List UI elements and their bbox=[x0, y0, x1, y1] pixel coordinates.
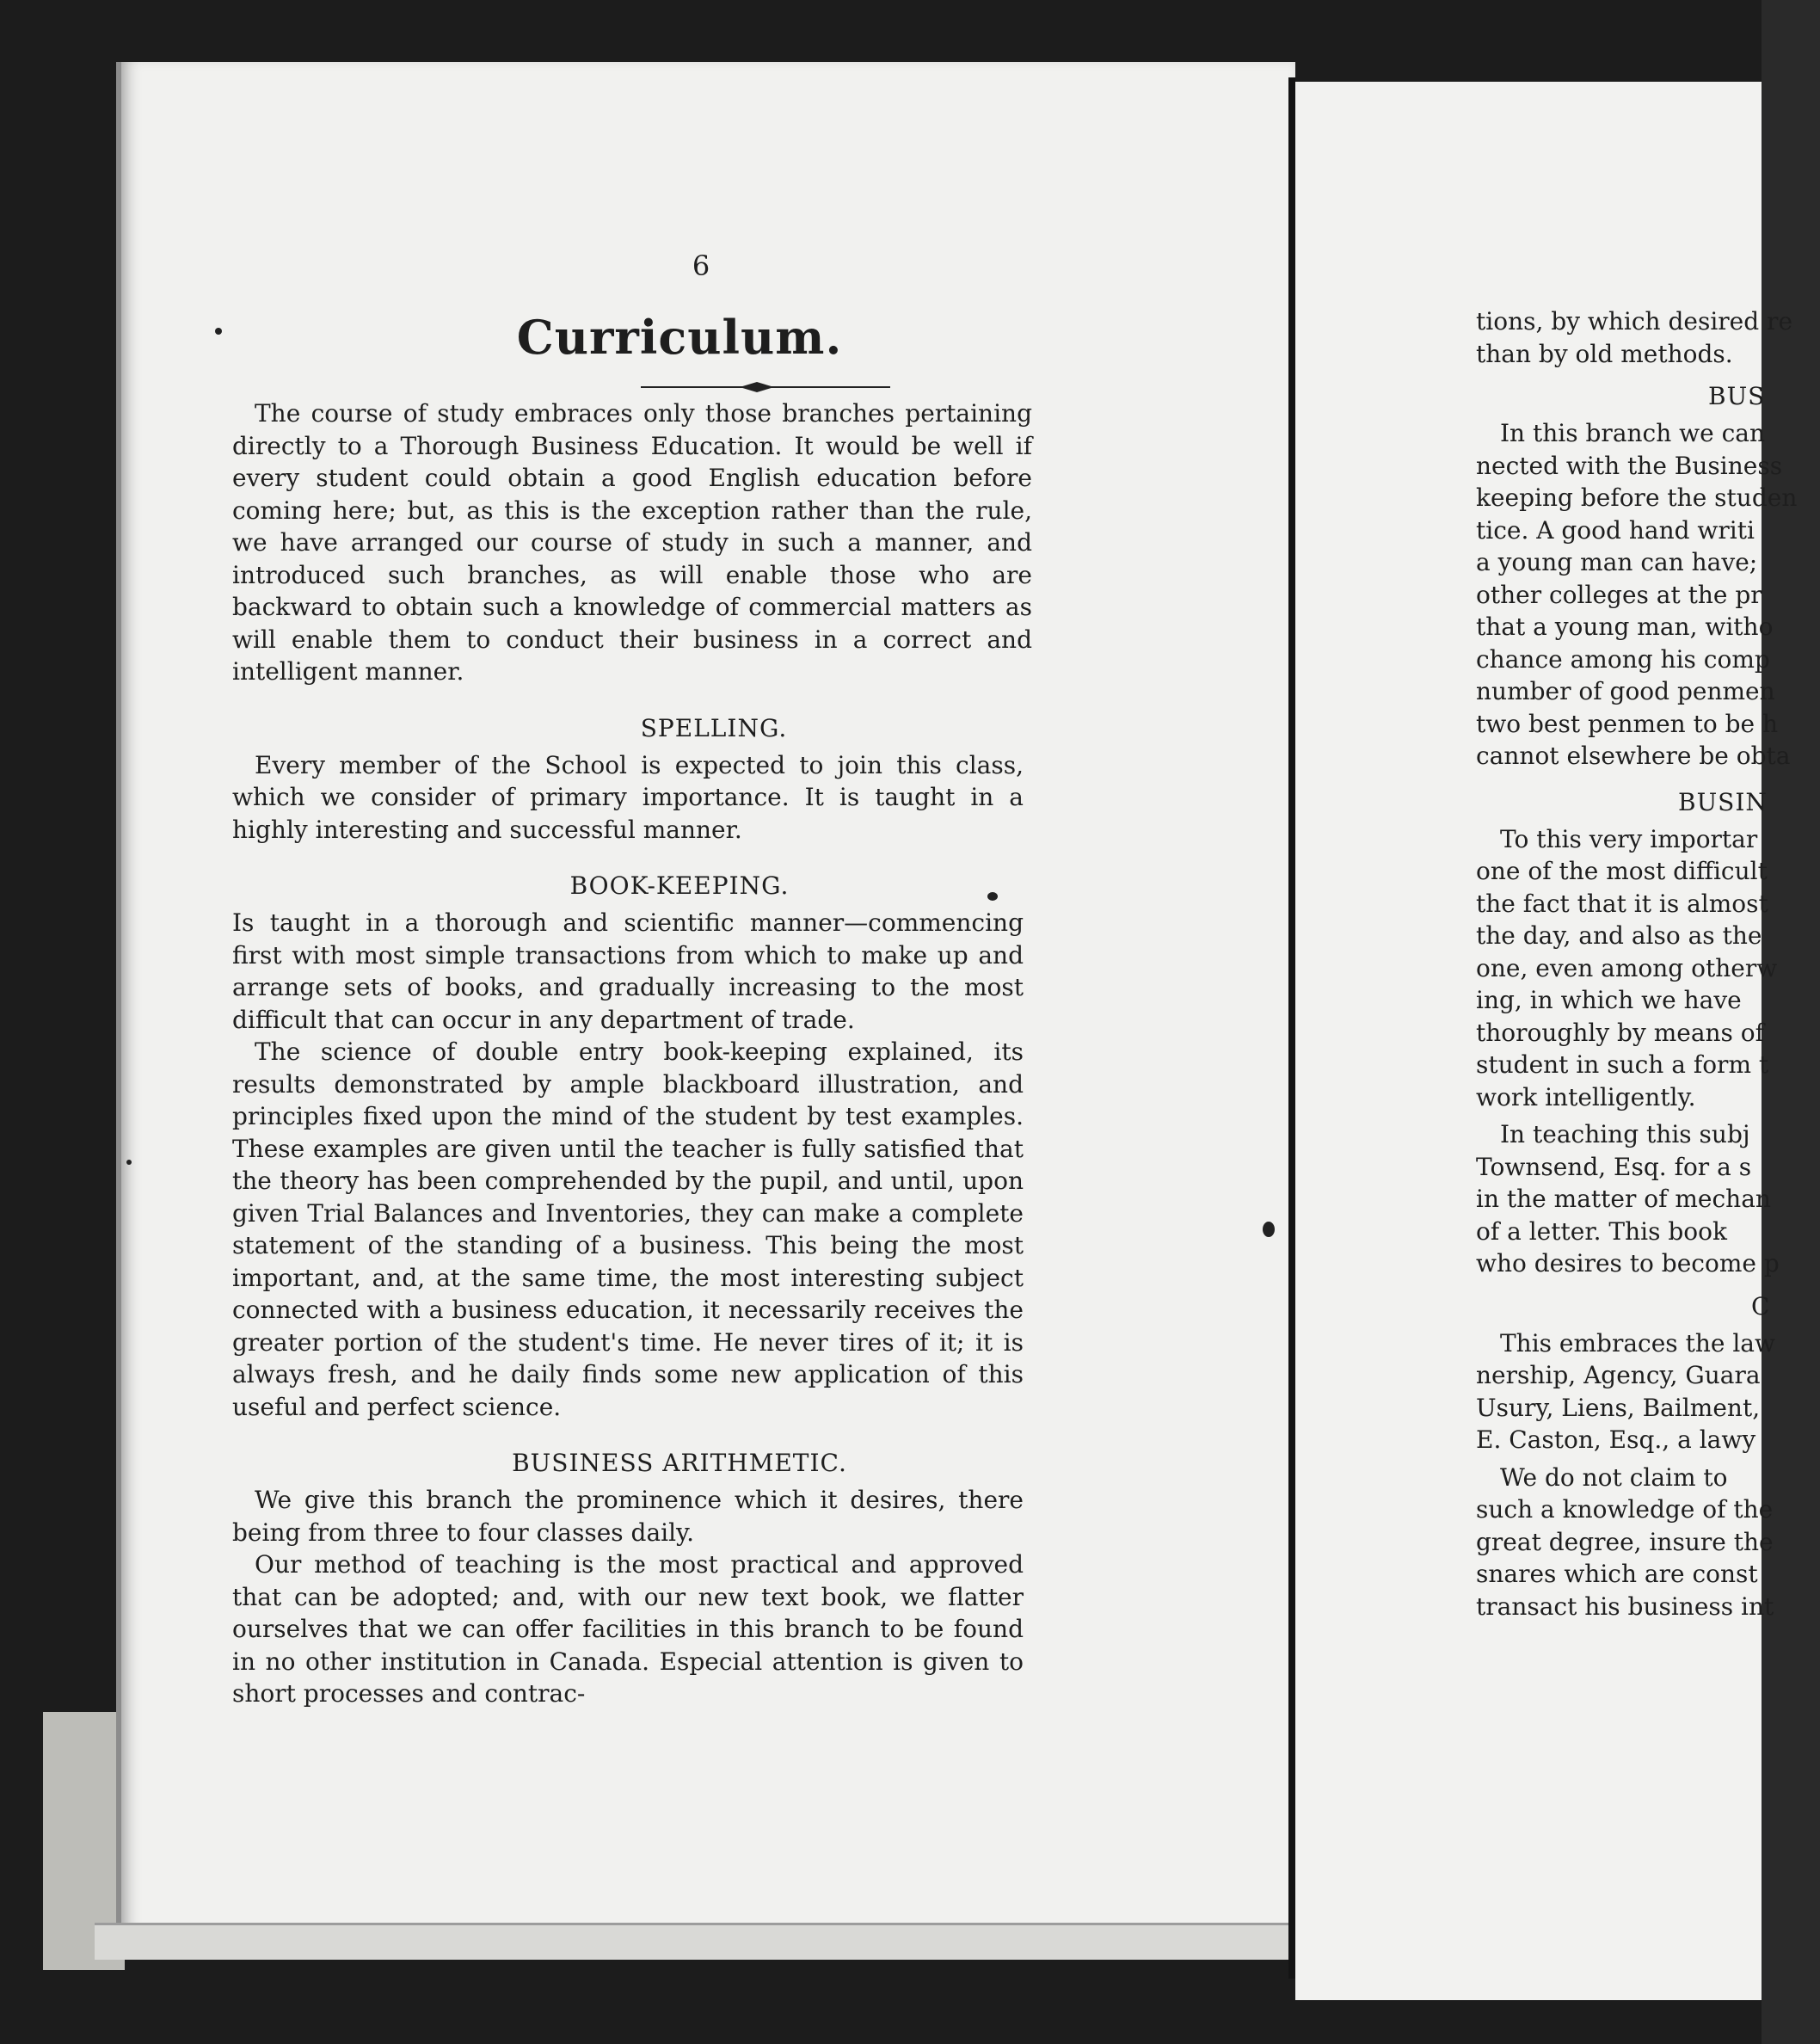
heading-bookkeeping: BOOK-KEEPING. bbox=[569, 871, 790, 900]
right-line: chance among his comp bbox=[1476, 644, 1770, 674]
right-line: of a letter. This book bbox=[1476, 1216, 1727, 1246]
page-number: 6 bbox=[692, 249, 710, 282]
right-line: other colleges at the pr bbox=[1476, 580, 1762, 609]
right-line: We do not claim to bbox=[1500, 1462, 1728, 1492]
right-line: one of the most difficult bbox=[1476, 857, 1768, 885]
right-line: This embraces the law bbox=[1500, 1328, 1775, 1358]
right-line: E. Caston, Esq., a lawy bbox=[1476, 1425, 1756, 1454]
right-line: such a knowledge of the bbox=[1476, 1495, 1774, 1524]
right-line: In teaching this subj bbox=[1500, 1120, 1750, 1148]
right-line: tice. A good hand writi bbox=[1476, 515, 1755, 545]
ink-speck bbox=[987, 892, 998, 901]
right-line: Usury, Liens, Bailment, bbox=[1476, 1393, 1761, 1422]
right-line: ing, in which we have bbox=[1476, 986, 1742, 1014]
right-line: who desires to become p bbox=[1476, 1249, 1780, 1278]
right-line: in the matter of mechan bbox=[1476, 1185, 1771, 1213]
right-line: two best penmen to be h bbox=[1476, 709, 1779, 738]
right-page bbox=[1295, 82, 1798, 2000]
right-line: the day, and also as the bbox=[1476, 921, 1762, 950]
arithmetic-paragraph-2: Our method of teaching is the most practical and approved that can be adopted; and, with our new text book, we flatter ourselves that we can offer facilities in this branch to be found in no other institution in Canada. Especial attention is given to short processes and contrac- bbox=[232, 1550, 1024, 1708]
right-line: cannot elsewhere be obta bbox=[1476, 742, 1791, 770]
right-line: one, even among otherw bbox=[1476, 953, 1778, 982]
ink-speck bbox=[126, 1160, 132, 1165]
right-line: nected with the Business bbox=[1476, 451, 1783, 480]
bookkeeping-paragraph-1: Is taught in a thorough and scientific manner—commencing first with most simple transactions from which to make up and arrange sets of books, and gradually increasing to the most difficult that can occur in any department of trade. bbox=[232, 908, 1024, 1034]
right-line: In this branch we can bbox=[1500, 419, 1765, 447]
title-ornament bbox=[237, 377, 1114, 397]
heading-arithmetic: BUSINESS ARITHMETIC. bbox=[512, 1449, 847, 1477]
spelling-paragraph: Every member of the School is expected to join this class, which we consider of primary importance. It is taught in a highly interesting and successful manner. bbox=[232, 750, 1024, 844]
right-line: keeping before the studen bbox=[1476, 483, 1798, 512]
heading-spelling: SPELLING. bbox=[640, 713, 788, 742]
right-line: work intelligently. bbox=[1476, 1082, 1696, 1111]
book-gutter bbox=[1288, 77, 1295, 1979]
bookkeeping-paragraph-2: The science of double entry book-keeping explained, its results demonstrated by ample blackboard illustration, and principles fixed upon the mind of the student by test examples. These examples are given until the teacher is fully satisfied that the theory has been comprehended by the pupil, and until, upon given Trial Balances and Inventories, they can make a complete statement of the standing of a business. This being the most important, and, at the same time, the most interesting subject connected with a business education, it necessarily receives the greater portion of the student's time. He never tires of it; it is always fresh, and he daily finds some new application of this useful and perfect science. bbox=[232, 1037, 1024, 1421]
right-line: student in such a form t bbox=[1476, 1050, 1769, 1079]
right-line: the fact that it is almost bbox=[1476, 889, 1768, 918]
ink-speck bbox=[1263, 1222, 1275, 1237]
right-page-content bbox=[1476, 305, 1820, 1622]
right-line: great degree, insure the bbox=[1476, 1527, 1774, 1556]
right-heading: BUSIN bbox=[1678, 787, 1768, 816]
right-line: that a young man, witho bbox=[1476, 613, 1774, 641]
right-line: than by old methods. bbox=[1476, 339, 1733, 368]
right-line: number of good penmen bbox=[1476, 677, 1775, 705]
right-heading: BUS bbox=[1708, 382, 1766, 410]
ink-speck bbox=[215, 328, 222, 335]
right-line: transact his business int bbox=[1476, 1591, 1774, 1621]
page-title: Curriculum. bbox=[516, 310, 843, 365]
arithmetic-paragraph-1: We give this branch the prominence which it desires, there being from three to four classes daily. bbox=[232, 1486, 1024, 1547]
left-page-content bbox=[232, 249, 1161, 1710]
right-line: a young man can have; bbox=[1476, 548, 1758, 576]
right-line: Townsend, Esq. for a s bbox=[1476, 1152, 1752, 1181]
right-line: nership, Agency, Guara bbox=[1476, 1361, 1761, 1389]
right-line: snares which are const bbox=[1476, 1560, 1758, 1588]
right-line: thoroughly by means of bbox=[1476, 1018, 1765, 1047]
right-heading: C bbox=[1751, 1291, 1771, 1321]
right-line: To this very importar bbox=[1500, 824, 1758, 853]
intro-paragraph: The course of study embraces only those branches pertaining directly to a Thorough Business Education. It would be well if every student could obtain a good English education before coming here; but, as this is the exception rather than the rule, we have arranged our course of study in such a manner, and introduced such branches, as will enable those who are backward to obtain such a knowledge of commercial matters as will enable them to conduct their business in a correct and intelligent manner. bbox=[232, 399, 1032, 686]
page-bottom-edge bbox=[95, 1923, 1294, 1960]
right-line: tions, by which desired re bbox=[1476, 307, 1793, 336]
